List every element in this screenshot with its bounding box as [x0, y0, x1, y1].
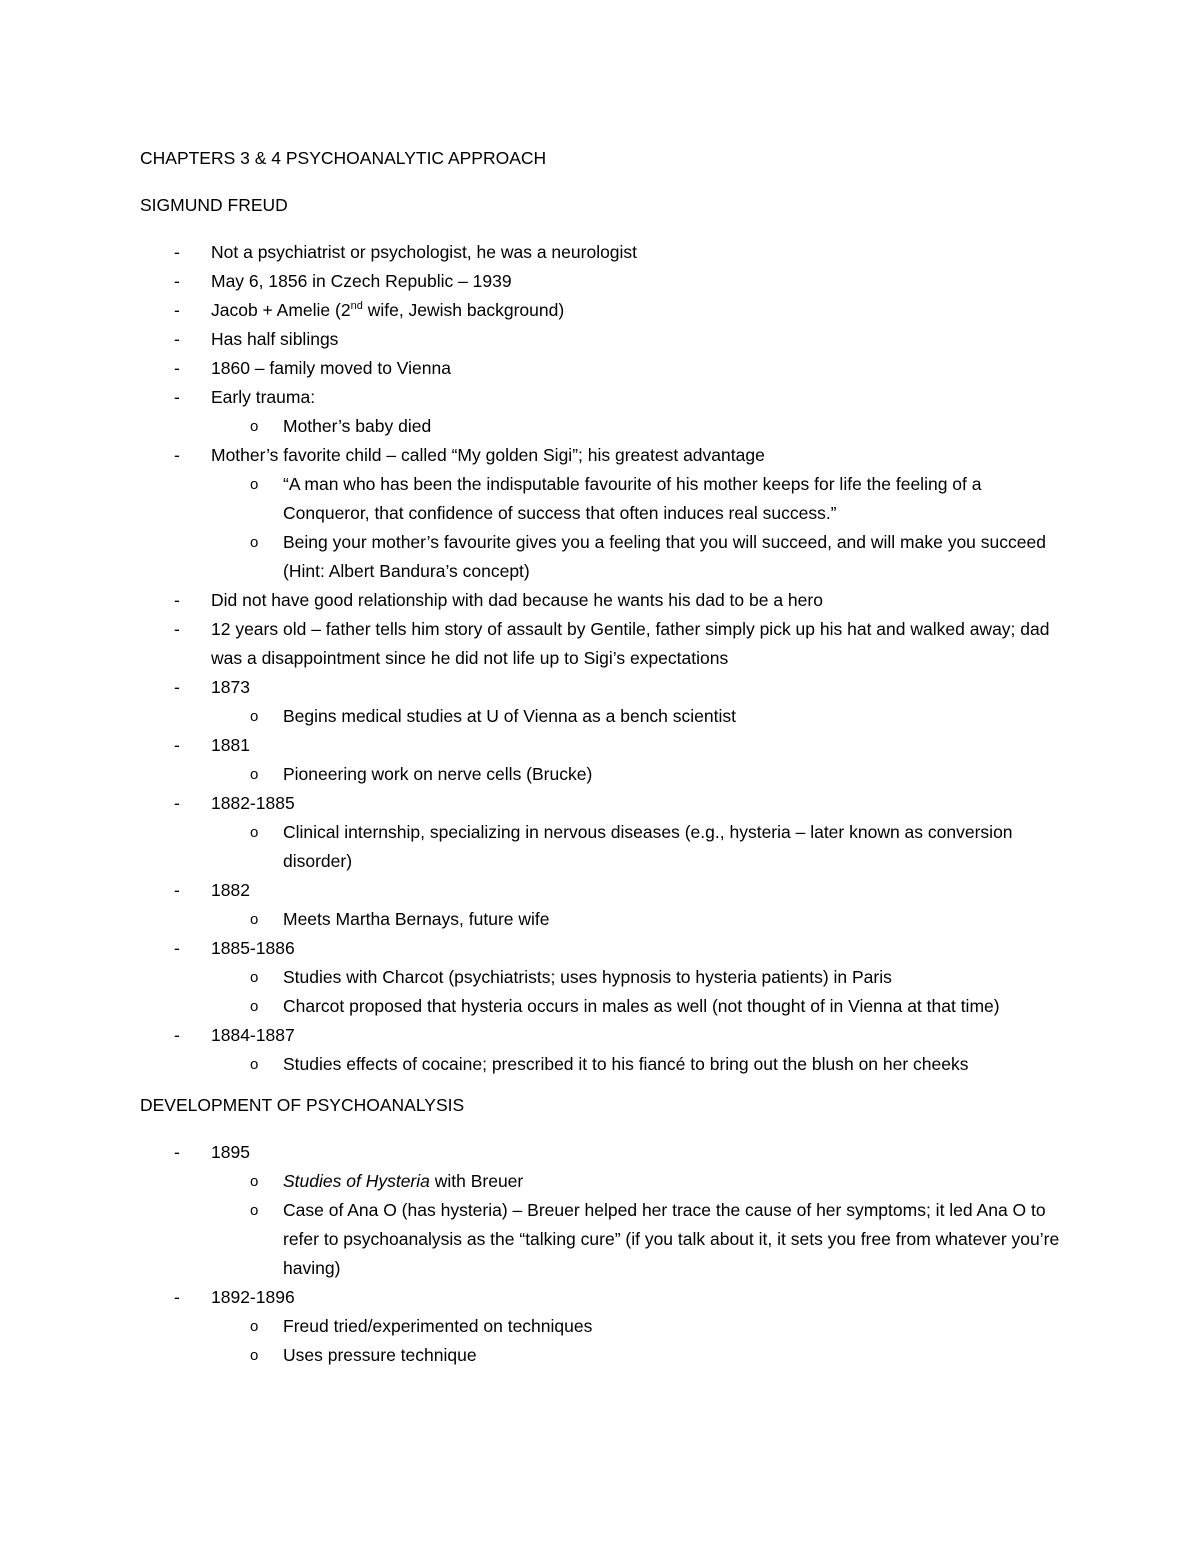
sub-list-item: [211, 412, 1060, 441]
sub-list-item-text: with Breuer: [429, 1171, 524, 1191]
ordinal-superscript: nd: [350, 300, 363, 313]
list-item-text: Did not have good relationship with dad because he wants his dad to be a hero: [211, 590, 823, 610]
circle-bullet-marker: o: [250, 766, 259, 783]
circle-bullet-marker: o: [250, 969, 259, 986]
sub-list-item-text: Case of Ana O (has hysteria) – Breuer helped her trace the cause of her symptoms; it led Ana O to refer to psychoanalysis as the “talking cure” (if you talk about it, it sets you free from whatever you’re having): [283, 1200, 1060, 1278]
dash-marker: -: [174, 793, 180, 813]
circle-bullet-marker: o: [250, 1347, 259, 1364]
sub-list-item: [211, 992, 1060, 1021]
sub-list-item: [211, 1196, 1060, 1283]
dash-marker: -: [174, 271, 180, 291]
list-item-text: Mother’s favorite child – called “My golden Sigi”; his greatest advantage: [211, 445, 765, 465]
sub-list-item-text: Uses pressure technique: [283, 1345, 477, 1365]
list-item: [140, 267, 1060, 296]
sub-list-item: [211, 1341, 1060, 1370]
circle-bullet-marker: o: [250, 1173, 259, 1190]
sub-list: [211, 760, 1060, 789]
circle-bullet-marker: o: [250, 476, 259, 493]
dash-marker: -: [174, 1025, 180, 1045]
freud-bullet-list: [140, 238, 1060, 1079]
circle-bullet-marker: o: [250, 1202, 259, 1219]
sub-list-item-text: Being your mother’s favourite gives you a feeling that you will succeed, and will make you succeed (Hint: Albert Bandura’s concept): [283, 532, 1046, 581]
dash-marker: -: [174, 880, 180, 900]
list-item-text-part: Jacob + Amelie (2: [211, 300, 351, 320]
list-item: [140, 673, 1060, 731]
circle-bullet-marker: o: [250, 1056, 259, 1073]
dash-marker: -: [174, 300, 180, 320]
sub-list-item-text: Clinical internship, specializing in nervous diseases (e.g., hysteria – later known as conversion disorder): [283, 822, 1013, 871]
sub-list: [211, 1312, 1060, 1370]
list-item: [140, 1138, 1060, 1283]
sub-list-item-text: Begins medical studies at U of Vienna as a bench scientist: [283, 706, 736, 726]
section-heading-sigmund-freud: SIGMUND FREUD: [140, 195, 288, 215]
list-item: [140, 934, 1060, 1021]
list-item-text: 1882: [211, 880, 250, 900]
list-item: [140, 1283, 1060, 1370]
sub-list-item: [211, 963, 1060, 992]
sub-list: [211, 412, 1060, 441]
sub-list-item-text: Mother’s baby died: [283, 416, 432, 436]
dash-marker: -: [174, 1287, 180, 1307]
dash-marker: -: [174, 619, 180, 639]
list-item: [140, 383, 1060, 441]
sub-list: [211, 905, 1060, 934]
dash-marker: -: [174, 938, 180, 958]
sub-list: [211, 1050, 1060, 1079]
sub-list-item: [211, 528, 1060, 586]
list-item-text: 1860 – family moved to Vienna: [211, 358, 451, 378]
list-item: [140, 586, 1060, 615]
sub-list-item: [211, 1050, 1060, 1079]
list-item-text-part: wife, Jewish background): [362, 300, 565, 320]
list-item-text: 1892-1896: [211, 1287, 295, 1307]
sub-list-item: [211, 905, 1060, 934]
list-item: [140, 615, 1060, 673]
circle-bullet-marker: o: [250, 534, 259, 551]
sub-list-item: [211, 702, 1060, 731]
dash-marker: -: [174, 1142, 180, 1162]
list-item-text: 1885-1886: [211, 938, 295, 958]
book-title: Studies of Hysteria: [283, 1171, 430, 1191]
dash-marker: -: [174, 242, 180, 262]
sub-list: [211, 818, 1060, 876]
sub-list-item-text: Pioneering work on nerve cells (Brucke): [283, 764, 593, 784]
circle-bullet-marker: o: [250, 708, 259, 725]
list-item: [140, 441, 1060, 586]
list-item: [140, 1021, 1060, 1079]
development-bullet-list: [140, 1138, 1060, 1370]
dash-marker: -: [174, 445, 180, 465]
list-item-text: 1882-1885: [211, 793, 295, 813]
circle-bullet-marker: o: [250, 998, 259, 1015]
list-item: [140, 731, 1060, 789]
dash-marker: -: [174, 735, 180, 755]
list-item: [140, 354, 1060, 383]
dash-marker: -: [174, 358, 180, 378]
dash-marker: -: [174, 329, 180, 349]
document-title: CHAPTERS 3 & 4 PSYCHOANALYTIC APPROACH: [140, 148, 547, 168]
list-item: [140, 296, 1060, 325]
sub-list-item: [211, 760, 1060, 789]
section-heading-development: DEVELOPMENT OF PSYCHOANALYSIS: [140, 1095, 465, 1115]
list-item-text: 1884-1887: [211, 1025, 295, 1045]
list-item: [140, 789, 1060, 876]
sub-list: [211, 963, 1060, 1021]
list-item: [140, 238, 1060, 267]
list-item-text: 1881: [211, 735, 250, 755]
sub-list: [211, 470, 1060, 586]
sub-list-item: [211, 470, 1060, 528]
sub-list-item-text: Charcot proposed that hysteria occurs in males as well (not thought of in Vienna at that time): [283, 996, 1000, 1016]
sub-list: [211, 702, 1060, 731]
dash-marker: -: [174, 387, 180, 407]
circle-bullet-marker: o: [250, 418, 259, 435]
sub-list-item-text: “A man who has been the indisputable favourite of his mother keeps for life the feeling of a Conqueror, that confidence of success that often induces real success.”: [283, 474, 982, 523]
sub-list-item: [211, 1312, 1060, 1341]
list-item-text: [211, 300, 564, 320]
list-item-text: 1895: [211, 1142, 250, 1162]
list-item-text: 12 years old – father tells him story of assault by Gentile, father simply pick up his hat and walked away; dad was a disappointment since he did not life up to Sigi’s expectations: [211, 619, 1050, 668]
list-item-text: Has half siblings: [211, 329, 339, 349]
circle-bullet-marker: o: [250, 824, 259, 841]
list-item: [140, 876, 1060, 934]
list-item-text: Early trauma:: [211, 387, 316, 407]
circle-bullet-marker: o: [250, 1318, 259, 1335]
dash-marker: -: [174, 590, 180, 610]
list-item: [140, 325, 1060, 354]
sub-list-item-text: Studies with Charcot (psychiatrists; uses hypnosis to hysteria patients) in Paris: [283, 967, 892, 987]
sub-list: [211, 1167, 1060, 1283]
sub-list-item-text: Freud tried/experimented on techniques: [283, 1316, 593, 1336]
list-item-text: 1873: [211, 677, 250, 697]
sub-list-item: [211, 818, 1060, 876]
dash-marker: -: [174, 677, 180, 697]
list-item-text: May 6, 1856 in Czech Republic – 1939: [211, 271, 512, 291]
circle-bullet-marker: o: [250, 911, 259, 928]
list-item-text: Not a psychiatrist or psychologist, he was a neurologist: [211, 242, 638, 262]
sub-list-item-text: Meets Martha Bernays, future wife: [283, 909, 550, 929]
sub-list-item-text: Studies effects of cocaine; prescribed it to his fiancé to bring out the blush on her cheeks: [283, 1054, 969, 1074]
sub-list-item: [211, 1167, 1060, 1196]
